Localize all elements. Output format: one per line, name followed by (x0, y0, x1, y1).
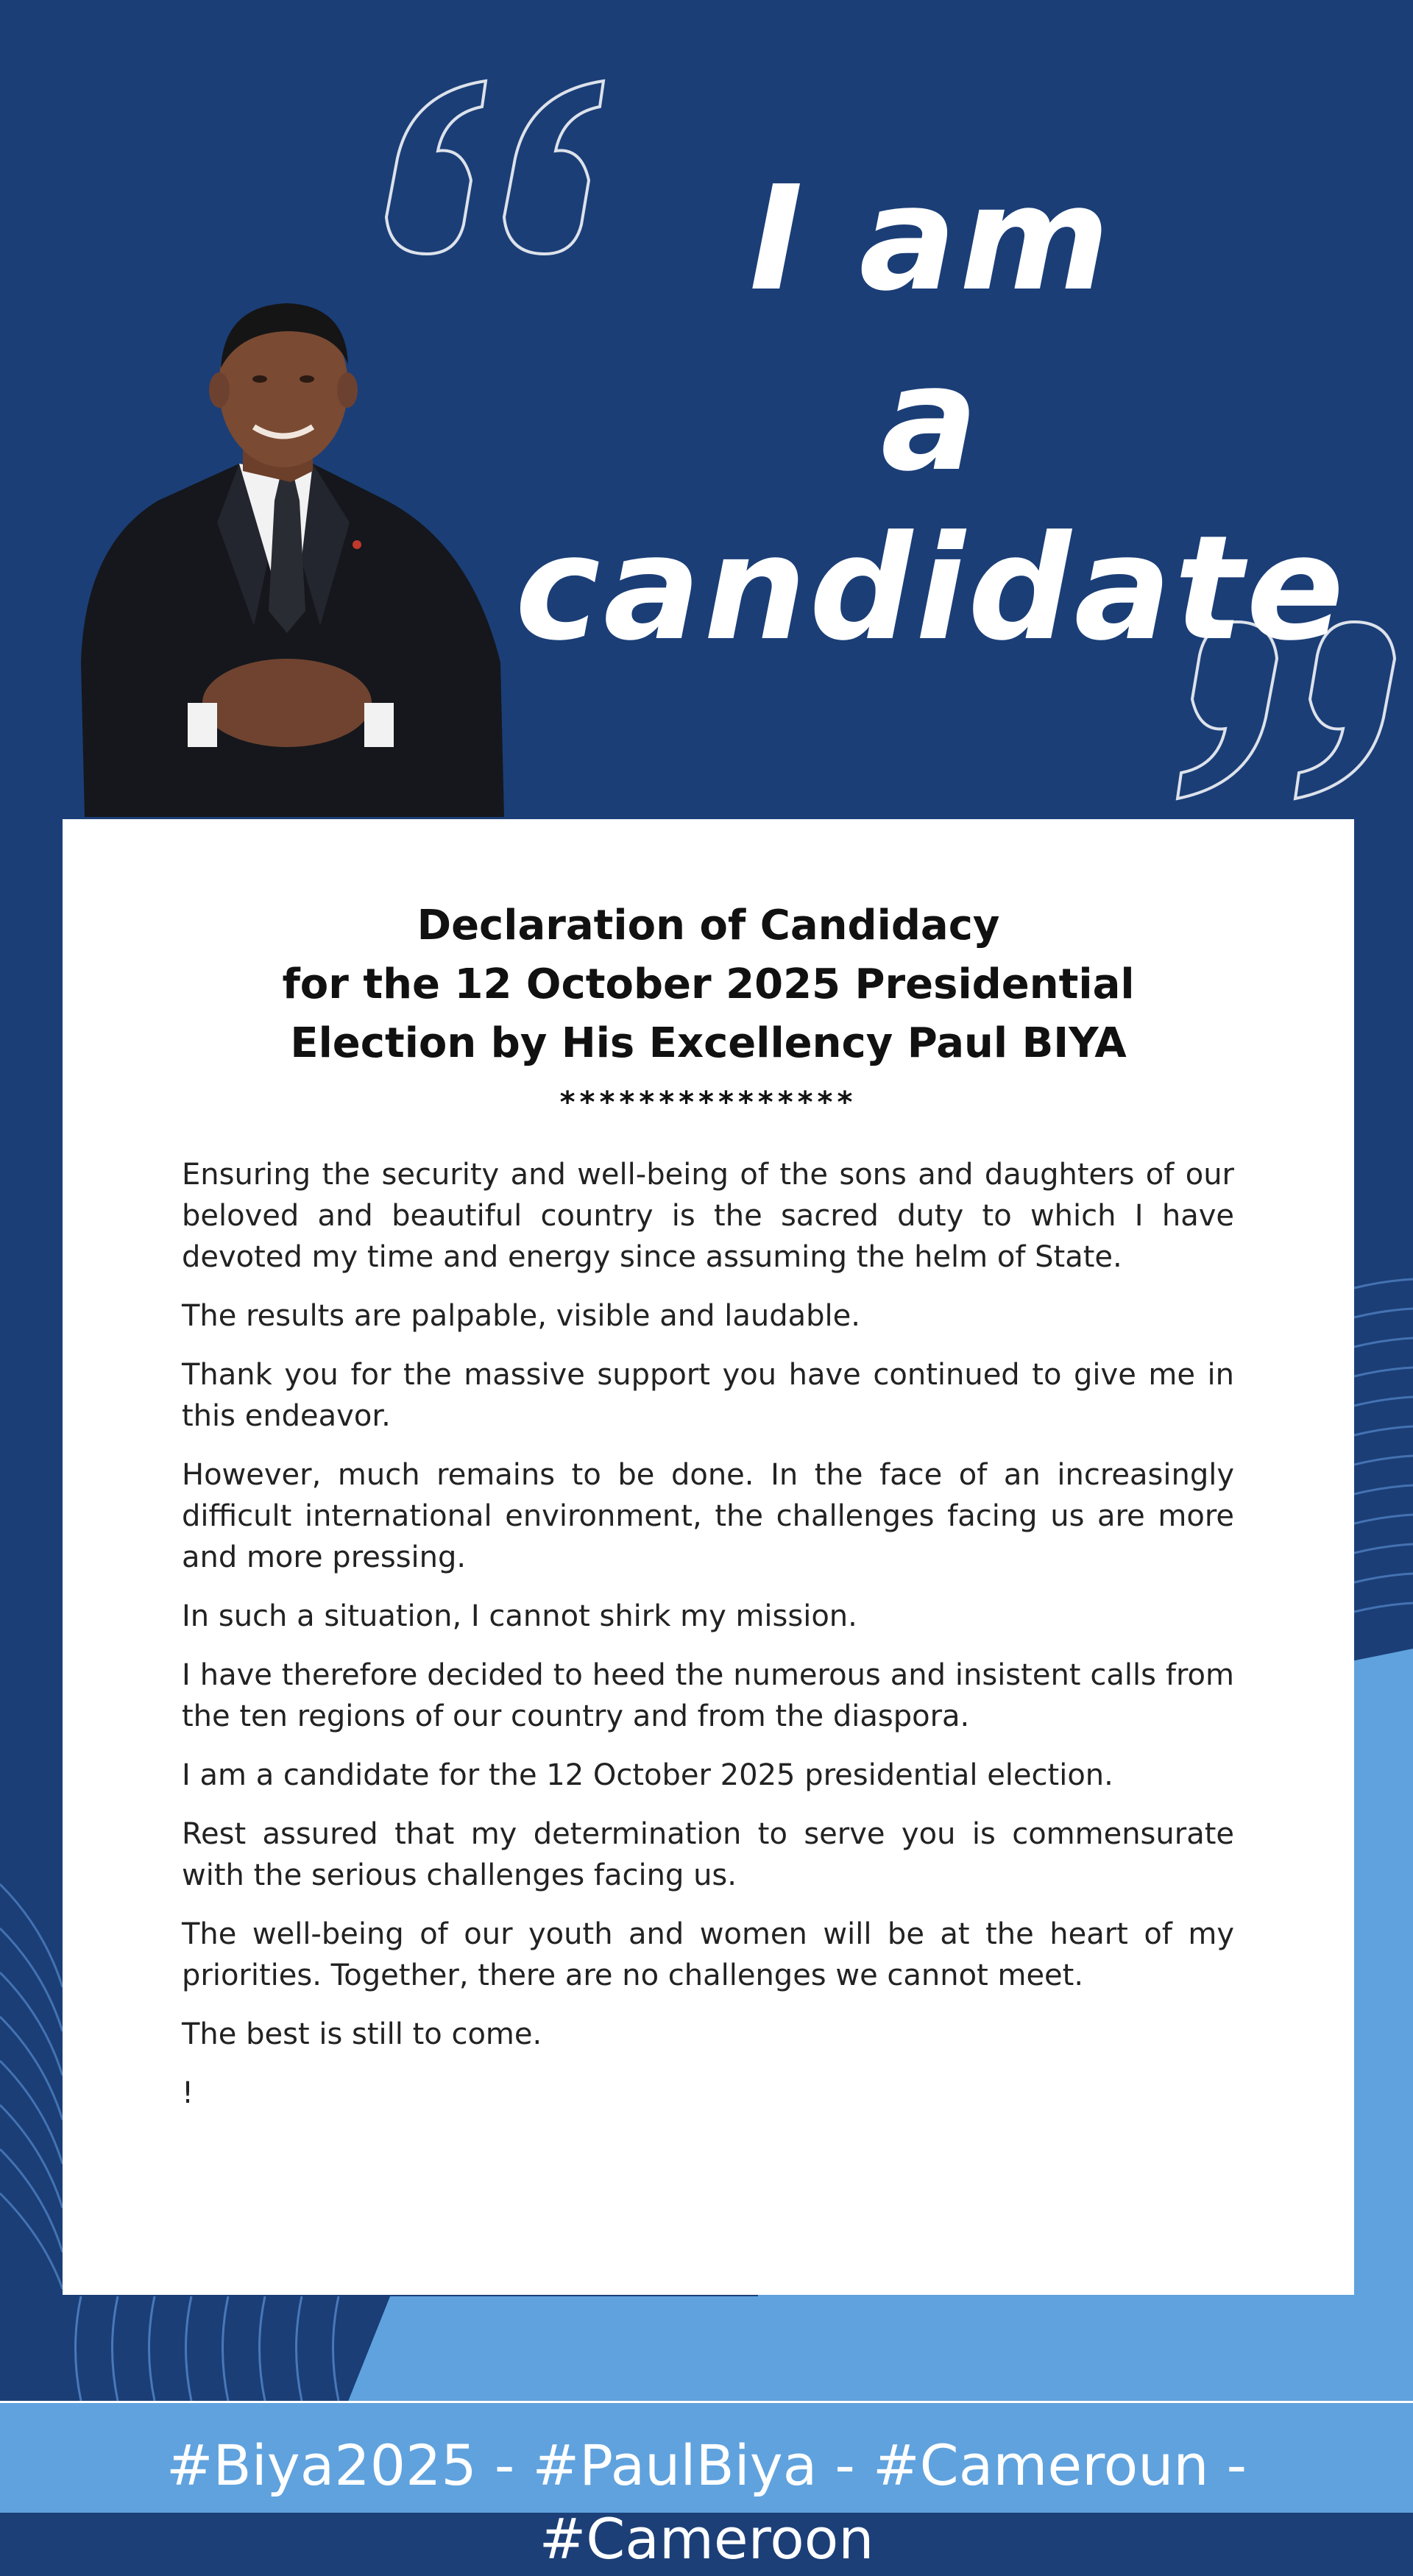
paragraph: In such a situation, I cannot shirk my mission. (182, 1599, 857, 1633)
declaration-card (63, 819, 1354, 2295)
paragraph: Thank you for the massive support you have continued to give me in this endeavor. (182, 1358, 1234, 1433)
headline-line-1: I am (749, 155, 1113, 323)
paragraph: The best is still to come. (182, 2017, 542, 2051)
declaration-title (63, 896, 1354, 1073)
paragraph: However, much remains to be done. In the face of an increasingly difficult international environment, the challenges facing us are more and more pressing. (182, 1458, 1234, 1574)
paragraph: Ensuring the security and well-being of the sons and daughters of our beloved and beautiful country is the sacred duty to which I have devoted my time and energy since assuming the helm of State. (182, 1158, 1234, 1274)
headline-line-2: a candidate (514, 336, 1348, 673)
paragraph: ! (182, 2076, 194, 2110)
title-line-1: Declaration of Candidacy (417, 902, 1000, 949)
separator-stars: *************** (559, 1086, 857, 1119)
paragraph: Rest assured that my determination to serve you is commensurate with the serious challenges facing us. (182, 1817, 1234, 1892)
paragraph: The well-being of our youth and women will be at the heart of my priorities. Together, there are no challenges we cannot meet. (182, 1917, 1234, 1992)
paragraph: The results are palpable, visible and laudable. (182, 1299, 860, 1333)
title-line-2: for the 12 October 2025 Presidential (282, 960, 1135, 1008)
hashtags: #Biya2025 - #PaulBiya - #Cameroun - #Cameroon (166, 2432, 1247, 2572)
title-line-3: Election by His Excellency Paul BIYA (290, 1019, 1127, 1067)
paragraph: I have therefore decided to heed the numerous and insistent calls from the ten regions of our country and from the diaspora. (182, 1658, 1234, 1733)
paragraph: I am a candidate for the 12 October 2025 presidential election. (182, 1758, 1113, 1792)
declaration-body (182, 1154, 1234, 2131)
candidate-portrait (70, 280, 511, 817)
